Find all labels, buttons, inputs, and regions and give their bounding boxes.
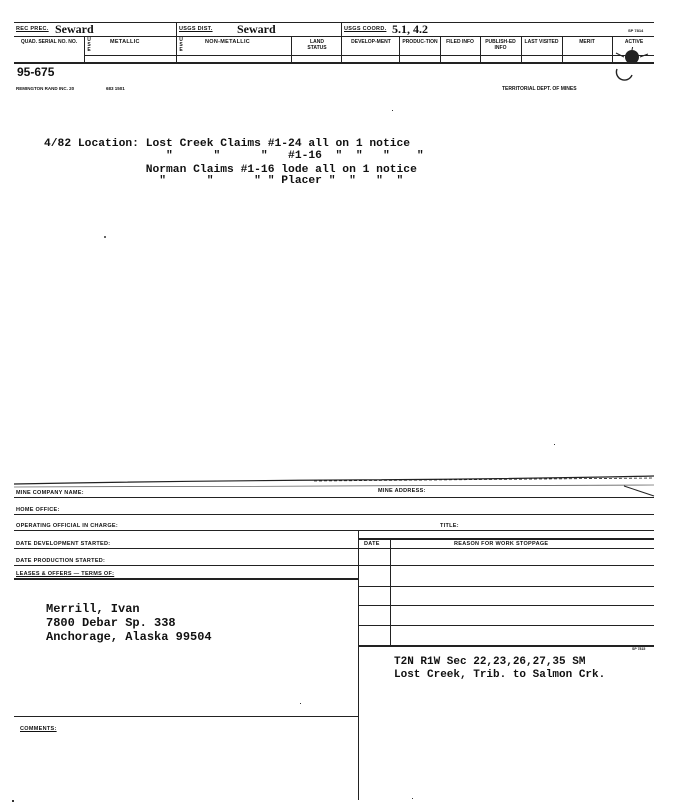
speck	[12, 800, 14, 802]
non-metallic-label: NON-METALLIC	[205, 39, 251, 45]
usgs-coord-value: 5.1, 4.2	[392, 22, 428, 36]
serial-number-value: 95-675	[17, 65, 55, 79]
notes-line-3: Norman Claims #1-16 lode all on 1 notice	[44, 164, 417, 176]
header-underline	[84, 55, 654, 56]
usgs-dist-value: Seward	[237, 22, 276, 36]
leaseholder-city: Anchorage, Alaska 99504	[46, 630, 212, 644]
notes-line-4: " " " " Placer " " " "	[44, 175, 404, 187]
land-status-label: LAND STATUS	[307, 39, 327, 51]
rule-dev-started	[14, 548, 654, 549]
rule-home-office	[14, 514, 654, 515]
mine-address-label: MINE ADDRESS:	[378, 488, 426, 494]
header-divider	[341, 22, 342, 62]
leases-label: LEASES & OFFERS — TERMS OF:	[16, 571, 115, 577]
active-stamp-icon	[612, 47, 652, 83]
rule-reason-bottom	[358, 645, 654, 647]
form-number-small: SP 7815	[632, 647, 646, 651]
mine-company-label: MINE COMPANY NAME:	[16, 490, 84, 496]
rec-prec-label: REC PREC.	[16, 26, 49, 32]
speck	[104, 236, 106, 238]
prod-started-label: DATE PRODUCTION STARTED:	[16, 558, 106, 564]
speck	[412, 798, 413, 799]
home-office-label: HOME OFFICE:	[16, 507, 60, 513]
speck	[554, 444, 555, 445]
leaseholder-street: 7800 Debar Sp. 338	[46, 616, 176, 630]
column-divider	[358, 530, 359, 800]
operating-official-label: OPERATING OFFICIAL IN CHARGE:	[16, 523, 118, 529]
dev-started-label: DATE DEVELOPMENT STARTED:	[16, 541, 111, 547]
card-top-edge	[14, 472, 656, 498]
rule-operating-official	[14, 530, 654, 531]
dept-line: TERRITORIAL DEPT. OF MINES	[502, 86, 577, 92]
speck	[392, 110, 393, 111]
rec-prec-value: Seward	[55, 22, 94, 36]
header-divider	[291, 36, 292, 62]
header-divider	[480, 36, 481, 62]
active-label: ACTIVE	[624, 39, 644, 45]
rule-reason	[358, 625, 654, 626]
date-divider	[390, 538, 391, 645]
comments-label: COMMENTS:	[20, 726, 57, 732]
usgs-coord-label: USGS COORD.	[344, 26, 387, 32]
location-line-1: T2N R1W Sec 22,23,26,27,35 SM	[394, 656, 586, 668]
rule-leases	[14, 578, 358, 580]
title-label: TITLE:	[440, 523, 459, 529]
development-label: DEVELOP-MENT	[351, 39, 391, 45]
metallic-label: METALLIC	[110, 39, 140, 45]
header-bottom-rule	[14, 62, 654, 64]
use-label: U S E	[87, 37, 91, 53]
usgs-dist-label: USGS DIST.	[179, 26, 213, 32]
quad-serial-label: QUAD. SERIAL NO. NO.	[20, 39, 78, 45]
published-info-label: PUBLISH-ED INFO	[485, 39, 516, 51]
rule-date-header	[358, 538, 654, 540]
notes-line-1: 4/82 Location: Lost Creek Claims #1-24 all on 1 notice	[44, 138, 411, 150]
header-top-rule	[14, 22, 654, 23]
header-divider	[521, 36, 522, 62]
header-divider	[562, 36, 563, 62]
reason-column-label: REASON FOR WORK STOPPAGE	[454, 541, 549, 547]
rule-comments	[14, 716, 358, 717]
location-line-2: Lost Creek, Trib. to Salmon Crk.	[394, 669, 606, 681]
printer-line: REMINGTON RAND INC. 20	[16, 86, 75, 91]
header-row-rule	[14, 36, 654, 37]
merit-label: MERIT	[579, 39, 595, 45]
speck	[300, 703, 301, 704]
header-divider	[440, 36, 441, 62]
header-divider	[176, 22, 177, 62]
rule-mine-company	[14, 497, 654, 498]
production-label: PRODUC-TION	[402, 39, 438, 45]
rule-prod-started	[14, 565, 654, 566]
rule-reason	[358, 605, 654, 606]
notes-line-2: " " " #1-16 " " " "	[44, 150, 424, 162]
printer-codes: 683 1501	[106, 86, 125, 91]
date-column-label: DATE	[364, 541, 380, 547]
use-label-2: U S E	[179, 37, 183, 53]
filed-info-label: FILED INFO	[446, 39, 474, 45]
header-divider	[399, 36, 400, 62]
form-number: SP 7814	[628, 28, 644, 33]
leaseholder-name: Merrill, Ivan	[46, 602, 140, 616]
rule-reason	[358, 586, 654, 587]
last-visited-label: LAST VISITED	[524, 39, 559, 45]
header-divider	[84, 36, 85, 62]
